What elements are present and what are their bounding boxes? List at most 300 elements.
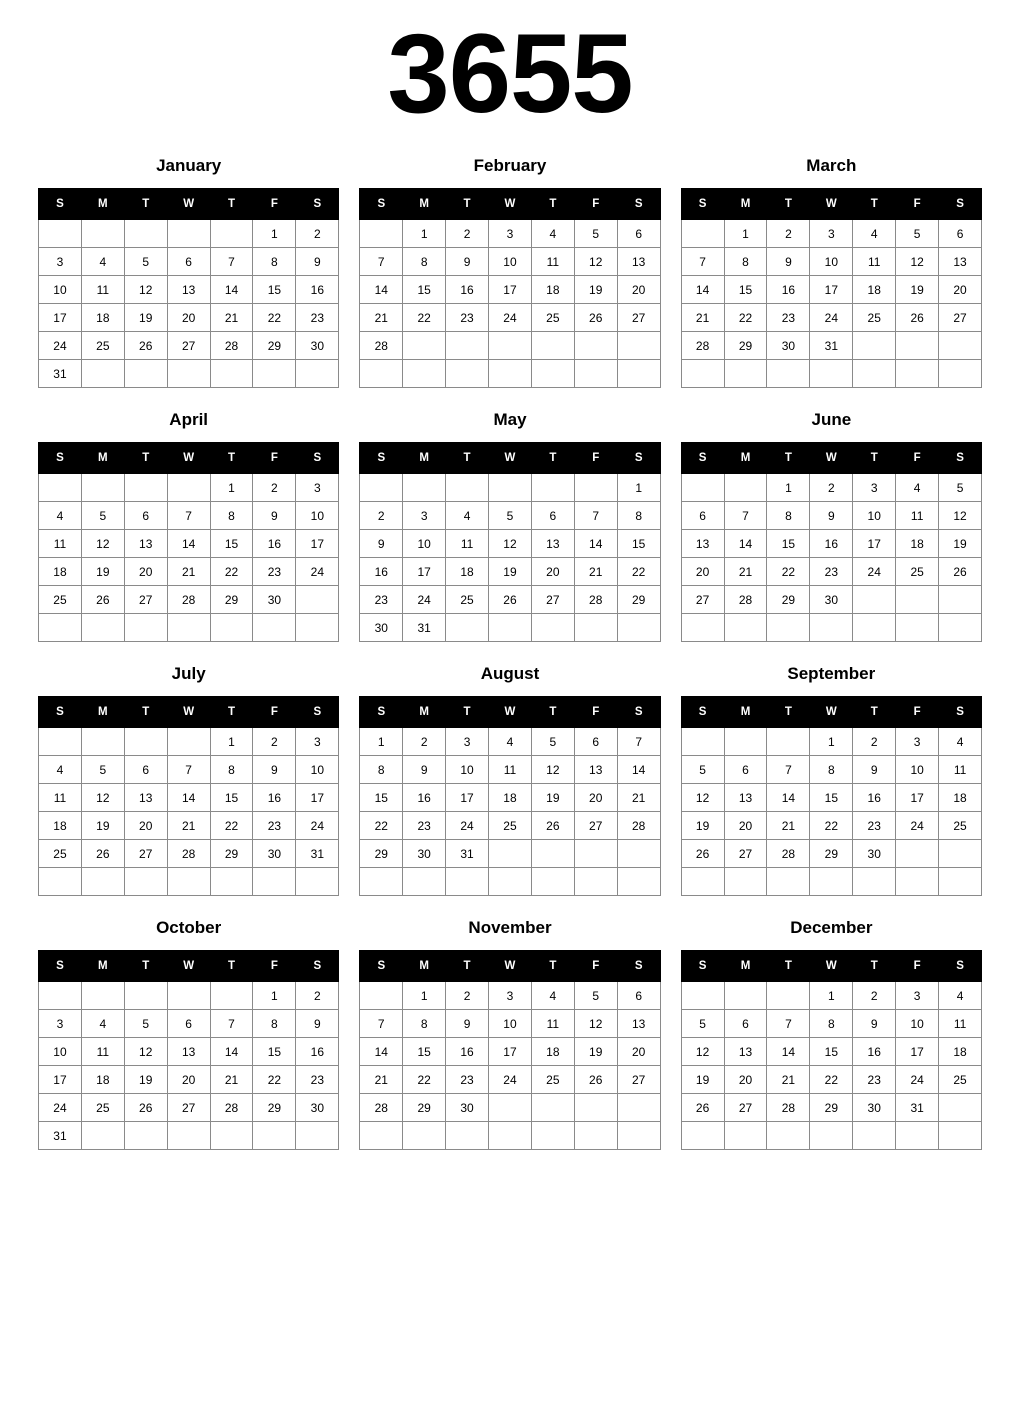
- day-cell[interactable]: 19: [531, 784, 574, 812]
- day-cell[interactable]: 30: [810, 586, 853, 614]
- day-cell[interactable]: 2: [403, 728, 446, 756]
- day-cell[interactable]: 1: [253, 220, 296, 248]
- day-cell[interactable]: 7: [167, 502, 210, 530]
- day-cell[interactable]: 8: [253, 248, 296, 276]
- day-cell[interactable]: 7: [167, 756, 210, 784]
- day-cell[interactable]: 13: [939, 248, 982, 276]
- day-cell[interactable]: 13: [724, 1038, 767, 1066]
- day-cell[interactable]: 24: [296, 812, 339, 840]
- day-cell[interactable]: 28: [617, 812, 660, 840]
- day-cell[interactable]: 27: [681, 586, 724, 614]
- day-cell[interactable]: 27: [124, 586, 167, 614]
- day-cell[interactable]: 5: [81, 502, 124, 530]
- day-cell[interactable]: 22: [810, 1066, 853, 1094]
- day-cell[interactable]: 20: [724, 1066, 767, 1094]
- day-cell[interactable]: 5: [531, 728, 574, 756]
- day-cell[interactable]: 24: [296, 558, 339, 586]
- day-cell[interactable]: 9: [253, 502, 296, 530]
- day-cell[interactable]: 4: [39, 756, 82, 784]
- day-cell[interactable]: 8: [360, 756, 403, 784]
- day-cell[interactable]: 23: [446, 1066, 489, 1094]
- day-cell[interactable]: 12: [574, 248, 617, 276]
- day-cell[interactable]: 23: [403, 812, 446, 840]
- day-cell[interactable]: 22: [724, 304, 767, 332]
- day-cell[interactable]: 4: [39, 502, 82, 530]
- day-cell[interactable]: 29: [810, 840, 853, 868]
- day-cell[interactable]: 10: [853, 502, 896, 530]
- day-cell[interactable]: 21: [681, 304, 724, 332]
- day-cell[interactable]: 24: [489, 1066, 532, 1094]
- day-cell[interactable]: 10: [403, 530, 446, 558]
- day-cell[interactable]: 10: [896, 756, 939, 784]
- day-cell[interactable]: 13: [167, 276, 210, 304]
- day-cell[interactable]: 21: [167, 812, 210, 840]
- day-cell[interactable]: 27: [531, 586, 574, 614]
- day-cell[interactable]: 3: [896, 982, 939, 1010]
- day-cell[interactable]: 9: [446, 1010, 489, 1038]
- day-cell[interactable]: 24: [853, 558, 896, 586]
- day-cell[interactable]: 15: [360, 784, 403, 812]
- day-cell[interactable]: 4: [896, 474, 939, 502]
- day-cell[interactable]: 25: [39, 840, 82, 868]
- day-cell[interactable]: 21: [210, 304, 253, 332]
- day-cell[interactable]: 29: [810, 1094, 853, 1122]
- day-cell[interactable]: 21: [210, 1066, 253, 1094]
- day-cell[interactable]: 4: [531, 982, 574, 1010]
- day-cell[interactable]: 26: [681, 840, 724, 868]
- day-cell[interactable]: 6: [724, 1010, 767, 1038]
- day-cell[interactable]: 14: [360, 1038, 403, 1066]
- day-cell[interactable]: 29: [724, 332, 767, 360]
- day-cell[interactable]: 31: [446, 840, 489, 868]
- day-cell[interactable]: 4: [939, 728, 982, 756]
- day-cell[interactable]: 11: [896, 502, 939, 530]
- day-cell[interactable]: 15: [253, 1038, 296, 1066]
- day-cell[interactable]: 17: [39, 1066, 82, 1094]
- day-cell[interactable]: 6: [574, 728, 617, 756]
- day-cell[interactable]: 19: [939, 530, 982, 558]
- day-cell[interactable]: 3: [446, 728, 489, 756]
- day-cell[interactable]: 26: [896, 304, 939, 332]
- day-cell[interactable]: 19: [574, 276, 617, 304]
- day-cell[interactable]: 3: [296, 474, 339, 502]
- day-cell[interactable]: 7: [724, 502, 767, 530]
- day-cell[interactable]: 4: [531, 220, 574, 248]
- day-cell[interactable]: 10: [296, 756, 339, 784]
- day-cell[interactable]: 5: [124, 248, 167, 276]
- day-cell[interactable]: 26: [81, 586, 124, 614]
- day-cell[interactable]: 8: [767, 502, 810, 530]
- day-cell[interactable]: 15: [210, 784, 253, 812]
- day-cell[interactable]: 7: [210, 248, 253, 276]
- day-cell[interactable]: 22: [210, 558, 253, 586]
- day-cell[interactable]: 10: [39, 1038, 82, 1066]
- day-cell[interactable]: 28: [360, 332, 403, 360]
- day-cell[interactable]: 16: [253, 784, 296, 812]
- day-cell[interactable]: 23: [810, 558, 853, 586]
- day-cell[interactable]: 19: [681, 812, 724, 840]
- day-cell[interactable]: 25: [39, 586, 82, 614]
- day-cell[interactable]: 6: [617, 982, 660, 1010]
- day-cell[interactable]: 4: [81, 248, 124, 276]
- day-cell[interactable]: 6: [724, 756, 767, 784]
- day-cell[interactable]: 16: [446, 1038, 489, 1066]
- day-cell[interactable]: 22: [253, 304, 296, 332]
- day-cell[interactable]: 18: [39, 558, 82, 586]
- day-cell[interactable]: 27: [167, 1094, 210, 1122]
- day-cell[interactable]: 18: [446, 558, 489, 586]
- day-cell[interactable]: 1: [403, 220, 446, 248]
- day-cell[interactable]: 10: [489, 248, 532, 276]
- day-cell[interactable]: 15: [767, 530, 810, 558]
- day-cell[interactable]: 8: [403, 1010, 446, 1038]
- day-cell[interactable]: 25: [896, 558, 939, 586]
- day-cell[interactable]: 21: [360, 304, 403, 332]
- day-cell[interactable]: 12: [81, 784, 124, 812]
- day-cell[interactable]: 30: [360, 614, 403, 642]
- day-cell[interactable]: 3: [39, 1010, 82, 1038]
- day-cell[interactable]: 13: [724, 784, 767, 812]
- day-cell[interactable]: 4: [489, 728, 532, 756]
- day-cell[interactable]: 12: [489, 530, 532, 558]
- day-cell[interactable]: 10: [446, 756, 489, 784]
- day-cell[interactable]: 20: [124, 812, 167, 840]
- day-cell[interactable]: 1: [253, 982, 296, 1010]
- day-cell[interactable]: 2: [446, 220, 489, 248]
- day-cell[interactable]: 31: [296, 840, 339, 868]
- day-cell[interactable]: 23: [253, 812, 296, 840]
- day-cell[interactable]: 30: [853, 1094, 896, 1122]
- day-cell[interactable]: 29: [210, 586, 253, 614]
- day-cell[interactable]: 12: [124, 1038, 167, 1066]
- day-cell[interactable]: 19: [124, 1066, 167, 1094]
- day-cell[interactable]: 12: [681, 784, 724, 812]
- day-cell[interactable]: 5: [574, 982, 617, 1010]
- day-cell[interactable]: 19: [124, 304, 167, 332]
- day-cell[interactable]: 11: [39, 784, 82, 812]
- day-cell[interactable]: 5: [81, 756, 124, 784]
- day-cell[interactable]: 20: [939, 276, 982, 304]
- day-cell[interactable]: 9: [360, 530, 403, 558]
- day-cell[interactable]: 8: [210, 502, 253, 530]
- day-cell[interactable]: 23: [767, 304, 810, 332]
- day-cell[interactable]: 23: [853, 1066, 896, 1094]
- day-cell[interactable]: 19: [81, 558, 124, 586]
- day-cell[interactable]: 11: [531, 1010, 574, 1038]
- day-cell[interactable]: 16: [810, 530, 853, 558]
- day-cell[interactable]: 30: [446, 1094, 489, 1122]
- day-cell[interactable]: 26: [81, 840, 124, 868]
- day-cell[interactable]: 11: [39, 530, 82, 558]
- day-cell[interactable]: 16: [853, 1038, 896, 1066]
- day-cell[interactable]: 31: [39, 360, 82, 388]
- day-cell[interactable]: 14: [360, 276, 403, 304]
- day-cell[interactable]: 18: [896, 530, 939, 558]
- day-cell[interactable]: 29: [403, 1094, 446, 1122]
- day-cell[interactable]: 26: [939, 558, 982, 586]
- day-cell[interactable]: 17: [489, 1038, 532, 1066]
- day-cell[interactable]: 1: [810, 728, 853, 756]
- day-cell[interactable]: 14: [167, 530, 210, 558]
- day-cell[interactable]: 20: [617, 1038, 660, 1066]
- day-cell[interactable]: 10: [39, 276, 82, 304]
- day-cell[interactable]: 31: [810, 332, 853, 360]
- day-cell[interactable]: 30: [403, 840, 446, 868]
- day-cell[interactable]: 1: [403, 982, 446, 1010]
- day-cell[interactable]: 19: [574, 1038, 617, 1066]
- day-cell[interactable]: 9: [296, 248, 339, 276]
- day-cell[interactable]: 3: [853, 474, 896, 502]
- day-cell[interactable]: 26: [681, 1094, 724, 1122]
- day-cell[interactable]: 11: [531, 248, 574, 276]
- day-cell[interactable]: 8: [810, 756, 853, 784]
- day-cell[interactable]: 21: [767, 812, 810, 840]
- day-cell[interactable]: 26: [574, 304, 617, 332]
- day-cell[interactable]: 23: [296, 1066, 339, 1094]
- day-cell[interactable]: 18: [853, 276, 896, 304]
- day-cell[interactable]: 29: [210, 840, 253, 868]
- day-cell[interactable]: 31: [403, 614, 446, 642]
- day-cell[interactable]: 17: [296, 530, 339, 558]
- day-cell[interactable]: 10: [296, 502, 339, 530]
- day-cell[interactable]: 13: [574, 756, 617, 784]
- day-cell[interactable]: 14: [210, 1038, 253, 1066]
- day-cell[interactable]: 20: [167, 1066, 210, 1094]
- day-cell[interactable]: 5: [489, 502, 532, 530]
- day-cell[interactable]: 12: [574, 1010, 617, 1038]
- day-cell[interactable]: 8: [253, 1010, 296, 1038]
- day-cell[interactable]: 3: [489, 982, 532, 1010]
- day-cell[interactable]: 3: [403, 502, 446, 530]
- day-cell[interactable]: 9: [767, 248, 810, 276]
- day-cell[interactable]: 13: [167, 1038, 210, 1066]
- day-cell[interactable]: 17: [853, 530, 896, 558]
- day-cell[interactable]: 26: [489, 586, 532, 614]
- day-cell[interactable]: 10: [810, 248, 853, 276]
- day-cell[interactable]: 4: [853, 220, 896, 248]
- day-cell[interactable]: 20: [681, 558, 724, 586]
- day-cell[interactable]: 17: [446, 784, 489, 812]
- day-cell[interactable]: 25: [446, 586, 489, 614]
- day-cell[interactable]: 1: [210, 728, 253, 756]
- day-cell[interactable]: 17: [896, 784, 939, 812]
- day-cell[interactable]: 29: [360, 840, 403, 868]
- day-cell[interactable]: 26: [574, 1066, 617, 1094]
- day-cell[interactable]: 3: [489, 220, 532, 248]
- day-cell[interactable]: 16: [253, 530, 296, 558]
- day-cell[interactable]: 1: [360, 728, 403, 756]
- day-cell[interactable]: 15: [810, 784, 853, 812]
- day-cell[interactable]: 2: [360, 502, 403, 530]
- day-cell[interactable]: 12: [681, 1038, 724, 1066]
- day-cell[interactable]: 6: [939, 220, 982, 248]
- day-cell[interactable]: 8: [810, 1010, 853, 1038]
- day-cell[interactable]: 12: [531, 756, 574, 784]
- day-cell[interactable]: 24: [810, 304, 853, 332]
- day-cell[interactable]: 20: [617, 276, 660, 304]
- day-cell[interactable]: 12: [896, 248, 939, 276]
- day-cell[interactable]: 20: [167, 304, 210, 332]
- day-cell[interactable]: 14: [767, 784, 810, 812]
- day-cell[interactable]: 30: [767, 332, 810, 360]
- day-cell[interactable]: 18: [81, 304, 124, 332]
- day-cell[interactable]: 15: [253, 276, 296, 304]
- day-cell[interactable]: 18: [81, 1066, 124, 1094]
- day-cell[interactable]: 22: [253, 1066, 296, 1094]
- day-cell[interactable]: 3: [810, 220, 853, 248]
- day-cell[interactable]: 7: [360, 1010, 403, 1038]
- day-cell[interactable]: 17: [810, 276, 853, 304]
- day-cell[interactable]: 22: [210, 812, 253, 840]
- day-cell[interactable]: 17: [896, 1038, 939, 1066]
- day-cell[interactable]: 22: [403, 304, 446, 332]
- day-cell[interactable]: 30: [853, 840, 896, 868]
- day-cell[interactable]: 16: [446, 276, 489, 304]
- day-cell[interactable]: 17: [39, 304, 82, 332]
- day-cell[interactable]: 2: [810, 474, 853, 502]
- day-cell[interactable]: 9: [253, 756, 296, 784]
- day-cell[interactable]: 24: [896, 812, 939, 840]
- day-cell[interactable]: 14: [681, 276, 724, 304]
- day-cell[interactable]: 28: [681, 332, 724, 360]
- day-cell[interactable]: 12: [81, 530, 124, 558]
- day-cell[interactable]: 19: [896, 276, 939, 304]
- day-cell[interactable]: 2: [767, 220, 810, 248]
- day-cell[interactable]: 27: [724, 1094, 767, 1122]
- day-cell[interactable]: 21: [167, 558, 210, 586]
- day-cell[interactable]: 4: [81, 1010, 124, 1038]
- day-cell[interactable]: 5: [574, 220, 617, 248]
- day-cell[interactable]: 18: [531, 276, 574, 304]
- day-cell[interactable]: 27: [617, 1066, 660, 1094]
- day-cell[interactable]: 18: [531, 1038, 574, 1066]
- day-cell[interactable]: 30: [253, 840, 296, 868]
- day-cell[interactable]: 1: [810, 982, 853, 1010]
- day-cell[interactable]: 21: [617, 784, 660, 812]
- day-cell[interactable]: 1: [210, 474, 253, 502]
- day-cell[interactable]: 7: [210, 1010, 253, 1038]
- day-cell[interactable]: 13: [531, 530, 574, 558]
- day-cell[interactable]: 5: [681, 1010, 724, 1038]
- day-cell[interactable]: 19: [81, 812, 124, 840]
- day-cell[interactable]: 19: [489, 558, 532, 586]
- day-cell[interactable]: 25: [81, 332, 124, 360]
- day-cell[interactable]: 16: [767, 276, 810, 304]
- day-cell[interactable]: 28: [210, 332, 253, 360]
- day-cell[interactable]: 30: [296, 332, 339, 360]
- day-cell[interactable]: 10: [489, 1010, 532, 1038]
- day-cell[interactable]: 18: [939, 1038, 982, 1066]
- day-cell[interactable]: 24: [39, 332, 82, 360]
- day-cell[interactable]: 9: [296, 1010, 339, 1038]
- day-cell[interactable]: 24: [39, 1094, 82, 1122]
- day-cell[interactable]: 9: [853, 1010, 896, 1038]
- day-cell[interactable]: 15: [403, 1038, 446, 1066]
- day-cell[interactable]: 16: [853, 784, 896, 812]
- day-cell[interactable]: 14: [724, 530, 767, 558]
- day-cell[interactable]: 27: [939, 304, 982, 332]
- day-cell[interactable]: 19: [681, 1066, 724, 1094]
- day-cell[interactable]: 31: [39, 1122, 82, 1150]
- day-cell[interactable]: 11: [489, 756, 532, 784]
- day-cell[interactable]: 13: [617, 1010, 660, 1038]
- day-cell[interactable]: 31: [896, 1094, 939, 1122]
- day-cell[interactable]: 28: [724, 586, 767, 614]
- day-cell[interactable]: 16: [360, 558, 403, 586]
- day-cell[interactable]: 14: [210, 276, 253, 304]
- day-cell[interactable]: 5: [124, 1010, 167, 1038]
- day-cell[interactable]: 25: [81, 1094, 124, 1122]
- day-cell[interactable]: 7: [617, 728, 660, 756]
- day-cell[interactable]: 30: [296, 1094, 339, 1122]
- day-cell[interactable]: 22: [767, 558, 810, 586]
- day-cell[interactable]: 24: [446, 812, 489, 840]
- day-cell[interactable]: 16: [296, 1038, 339, 1066]
- day-cell[interactable]: 5: [896, 220, 939, 248]
- day-cell[interactable]: 18: [39, 812, 82, 840]
- day-cell[interactable]: 12: [939, 502, 982, 530]
- day-cell[interactable]: 16: [403, 784, 446, 812]
- day-cell[interactable]: 28: [767, 840, 810, 868]
- day-cell[interactable]: 2: [853, 728, 896, 756]
- day-cell[interactable]: 22: [360, 812, 403, 840]
- day-cell[interactable]: 21: [767, 1066, 810, 1094]
- day-cell[interactable]: 21: [360, 1066, 403, 1094]
- day-cell[interactable]: 2: [853, 982, 896, 1010]
- day-cell[interactable]: 7: [360, 248, 403, 276]
- day-cell[interactable]: 23: [253, 558, 296, 586]
- day-cell[interactable]: 25: [489, 812, 532, 840]
- day-cell[interactable]: 2: [446, 982, 489, 1010]
- day-cell[interactable]: 21: [574, 558, 617, 586]
- day-cell[interactable]: 6: [531, 502, 574, 530]
- day-cell[interactable]: 9: [403, 756, 446, 784]
- day-cell[interactable]: 17: [489, 276, 532, 304]
- day-cell[interactable]: 2: [296, 220, 339, 248]
- day-cell[interactable]: 12: [124, 276, 167, 304]
- day-cell[interactable]: 8: [724, 248, 767, 276]
- day-cell[interactable]: 13: [124, 784, 167, 812]
- day-cell[interactable]: 28: [167, 586, 210, 614]
- day-cell[interactable]: 29: [617, 586, 660, 614]
- day-cell[interactable]: 3: [296, 728, 339, 756]
- day-cell[interactable]: 30: [253, 586, 296, 614]
- day-cell[interactable]: 14: [167, 784, 210, 812]
- day-cell[interactable]: 8: [403, 248, 446, 276]
- day-cell[interactable]: 7: [574, 502, 617, 530]
- day-cell[interactable]: 8: [210, 756, 253, 784]
- day-cell[interactable]: 5: [939, 474, 982, 502]
- day-cell[interactable]: 26: [531, 812, 574, 840]
- day-cell[interactable]: 20: [531, 558, 574, 586]
- day-cell[interactable]: 20: [574, 784, 617, 812]
- day-cell[interactable]: 9: [810, 502, 853, 530]
- day-cell[interactable]: 25: [939, 812, 982, 840]
- day-cell[interactable]: 10: [896, 1010, 939, 1038]
- day-cell[interactable]: 27: [124, 840, 167, 868]
- day-cell[interactable]: 18: [939, 784, 982, 812]
- day-cell[interactable]: 23: [446, 304, 489, 332]
- day-cell[interactable]: 25: [939, 1066, 982, 1094]
- day-cell[interactable]: 14: [574, 530, 617, 558]
- day-cell[interactable]: 23: [360, 586, 403, 614]
- day-cell[interactable]: 15: [724, 276, 767, 304]
- day-cell[interactable]: 6: [681, 502, 724, 530]
- day-cell[interactable]: 5: [681, 756, 724, 784]
- day-cell[interactable]: 18: [489, 784, 532, 812]
- day-cell[interactable]: 11: [939, 1010, 982, 1038]
- day-cell[interactable]: 28: [167, 840, 210, 868]
